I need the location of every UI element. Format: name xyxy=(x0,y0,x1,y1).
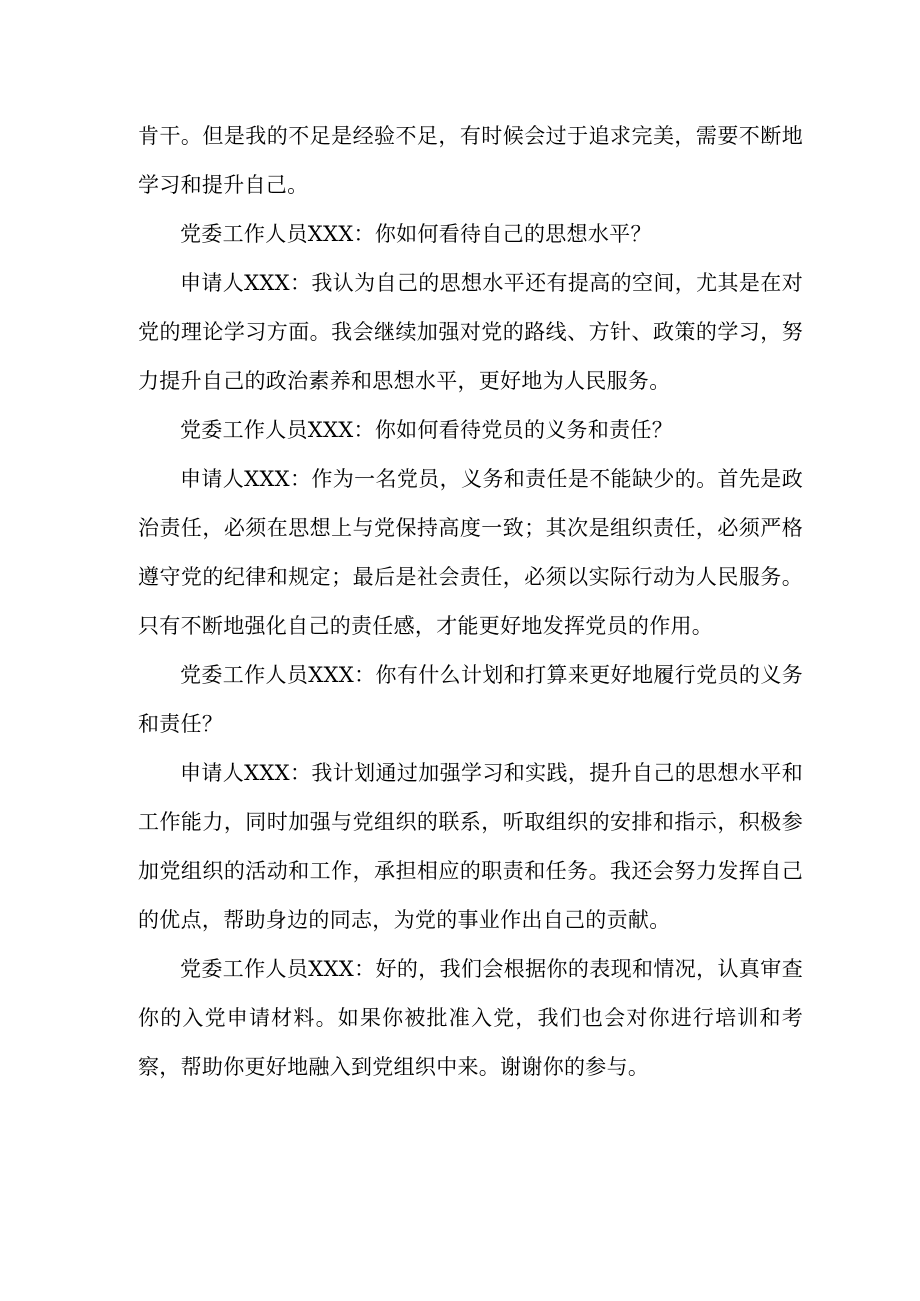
answer-thought-level: 申请人XXX：我认为自己的思想水平还有提高的空间，尤其是在对党的理论学习方面。我会继续加强对党的路线、方针、政策的学习，努力提升自己的政治素养和思想水平，更好地为人民服务。 xyxy=(138,271,803,393)
question-duties-responsibilities: 党委工作人员XXX：你如何看待党员的义务和责任？ xyxy=(180,418,674,442)
question-thought-level: 党委工作人员XXX：你如何看待自己的思想水平？ xyxy=(180,222,652,246)
document-body xyxy=(138,112,803,1092)
paragraph-continuation: 肯干。但是我的不足是经验不足，有时候会过于追求完美，需要不断地学习和提升自己。 xyxy=(138,124,803,197)
answer-duties-responsibilities: 申请人XXX：作为一名党员，义务和责任是不能缺少的。首先是政治责任，必须在思想上与党保持高度一致；其次是组织责任，必须严格遵守党的纪律和规定；最后是社会责任，必须以实际行动为人民服务。只有不断地强化自己的责任感，才能更好地发挥党员的作用。 xyxy=(138,467,803,638)
question-plans: 党委工作人员XXX：你有什么计划和打算来更好地履行党员的义务和责任？ xyxy=(138,663,803,736)
closing-remarks: 党委工作人员XXX：好的，我们会根据你的表现和情况，认真审查你的入党申请材料。如果你被批准入党，我们也会对你进行培训和考察，帮助你更好地融入到党组织中来。谢谢你的参与。 xyxy=(138,957,803,1079)
answer-plans: 申请人XXX：我计划通过加强学习和实践，提升自己的思想水平和工作能力，同时加强与党组织的联系，听取组织的安排和指示，积极参加党组织的活动和工作，承担相应的职责和任务。我还会努力发挥自己的优点，帮助身边的同志，为党的事业作出自己的贡献。 xyxy=(138,761,803,932)
